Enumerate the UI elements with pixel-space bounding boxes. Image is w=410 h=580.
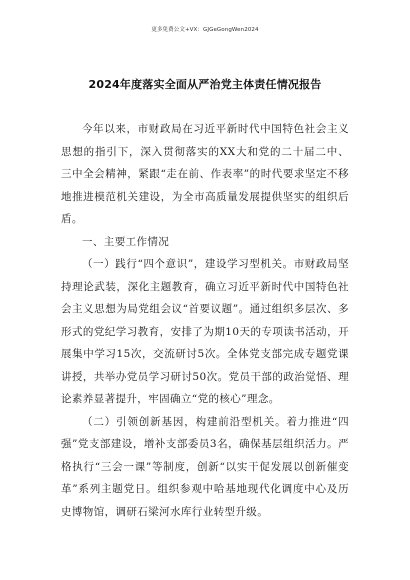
page-header-note: 更多免费公文+VX：GJGeGongWen2024	[151, 27, 259, 33]
section-heading: 一、主要工作情况	[82, 235, 170, 248]
document-title: 2024年度落实全面从严治党主体责任情况报告	[88, 78, 322, 91]
section-item-1: （一）践行“四个意识”，建设学习型机关。市财政局坚持理论武装，深化主题教育，确立习近平新时代中国特色社会主义思想为局党组会议“首要议题”。通过组织多层次、多形式的党纪学习教育，安排了为期10天的专项读书活动，开展集中学习15次，交流研讨5次。全体党支部完成专题党课讲授，共举办党员学习研讨50次。党员干部的政治觉悟、理论素养显著提升，牢固确立“党的核心”理念。	[61, 258, 349, 405]
intro-paragraph: 今年以来，市财政局在习近平新时代中国特色社会主义思想的指引下，深入贯彻落实的XX大和党的二十届二中、三中全会精神，紧跟“走在前、作表率”的时代要求坚定不移地推进模范机关建设，为全市高质量发展提供坚实的组织后盾。	[61, 123, 349, 225]
section-item-2: （二）引领创新基因，构建前沿型机关。着力推进“四强”党支部建设，增补支部委员3名，确保基层组织活力。严格执行“三会一课”等制度，创新“以实干促发展以创新催变革”系列主题党日。组织参观中哈基地现代化调度中心及历史博物馆，调研石梁河水库行业转型升级。	[61, 415, 349, 518]
document-body	[61, 118, 349, 523]
